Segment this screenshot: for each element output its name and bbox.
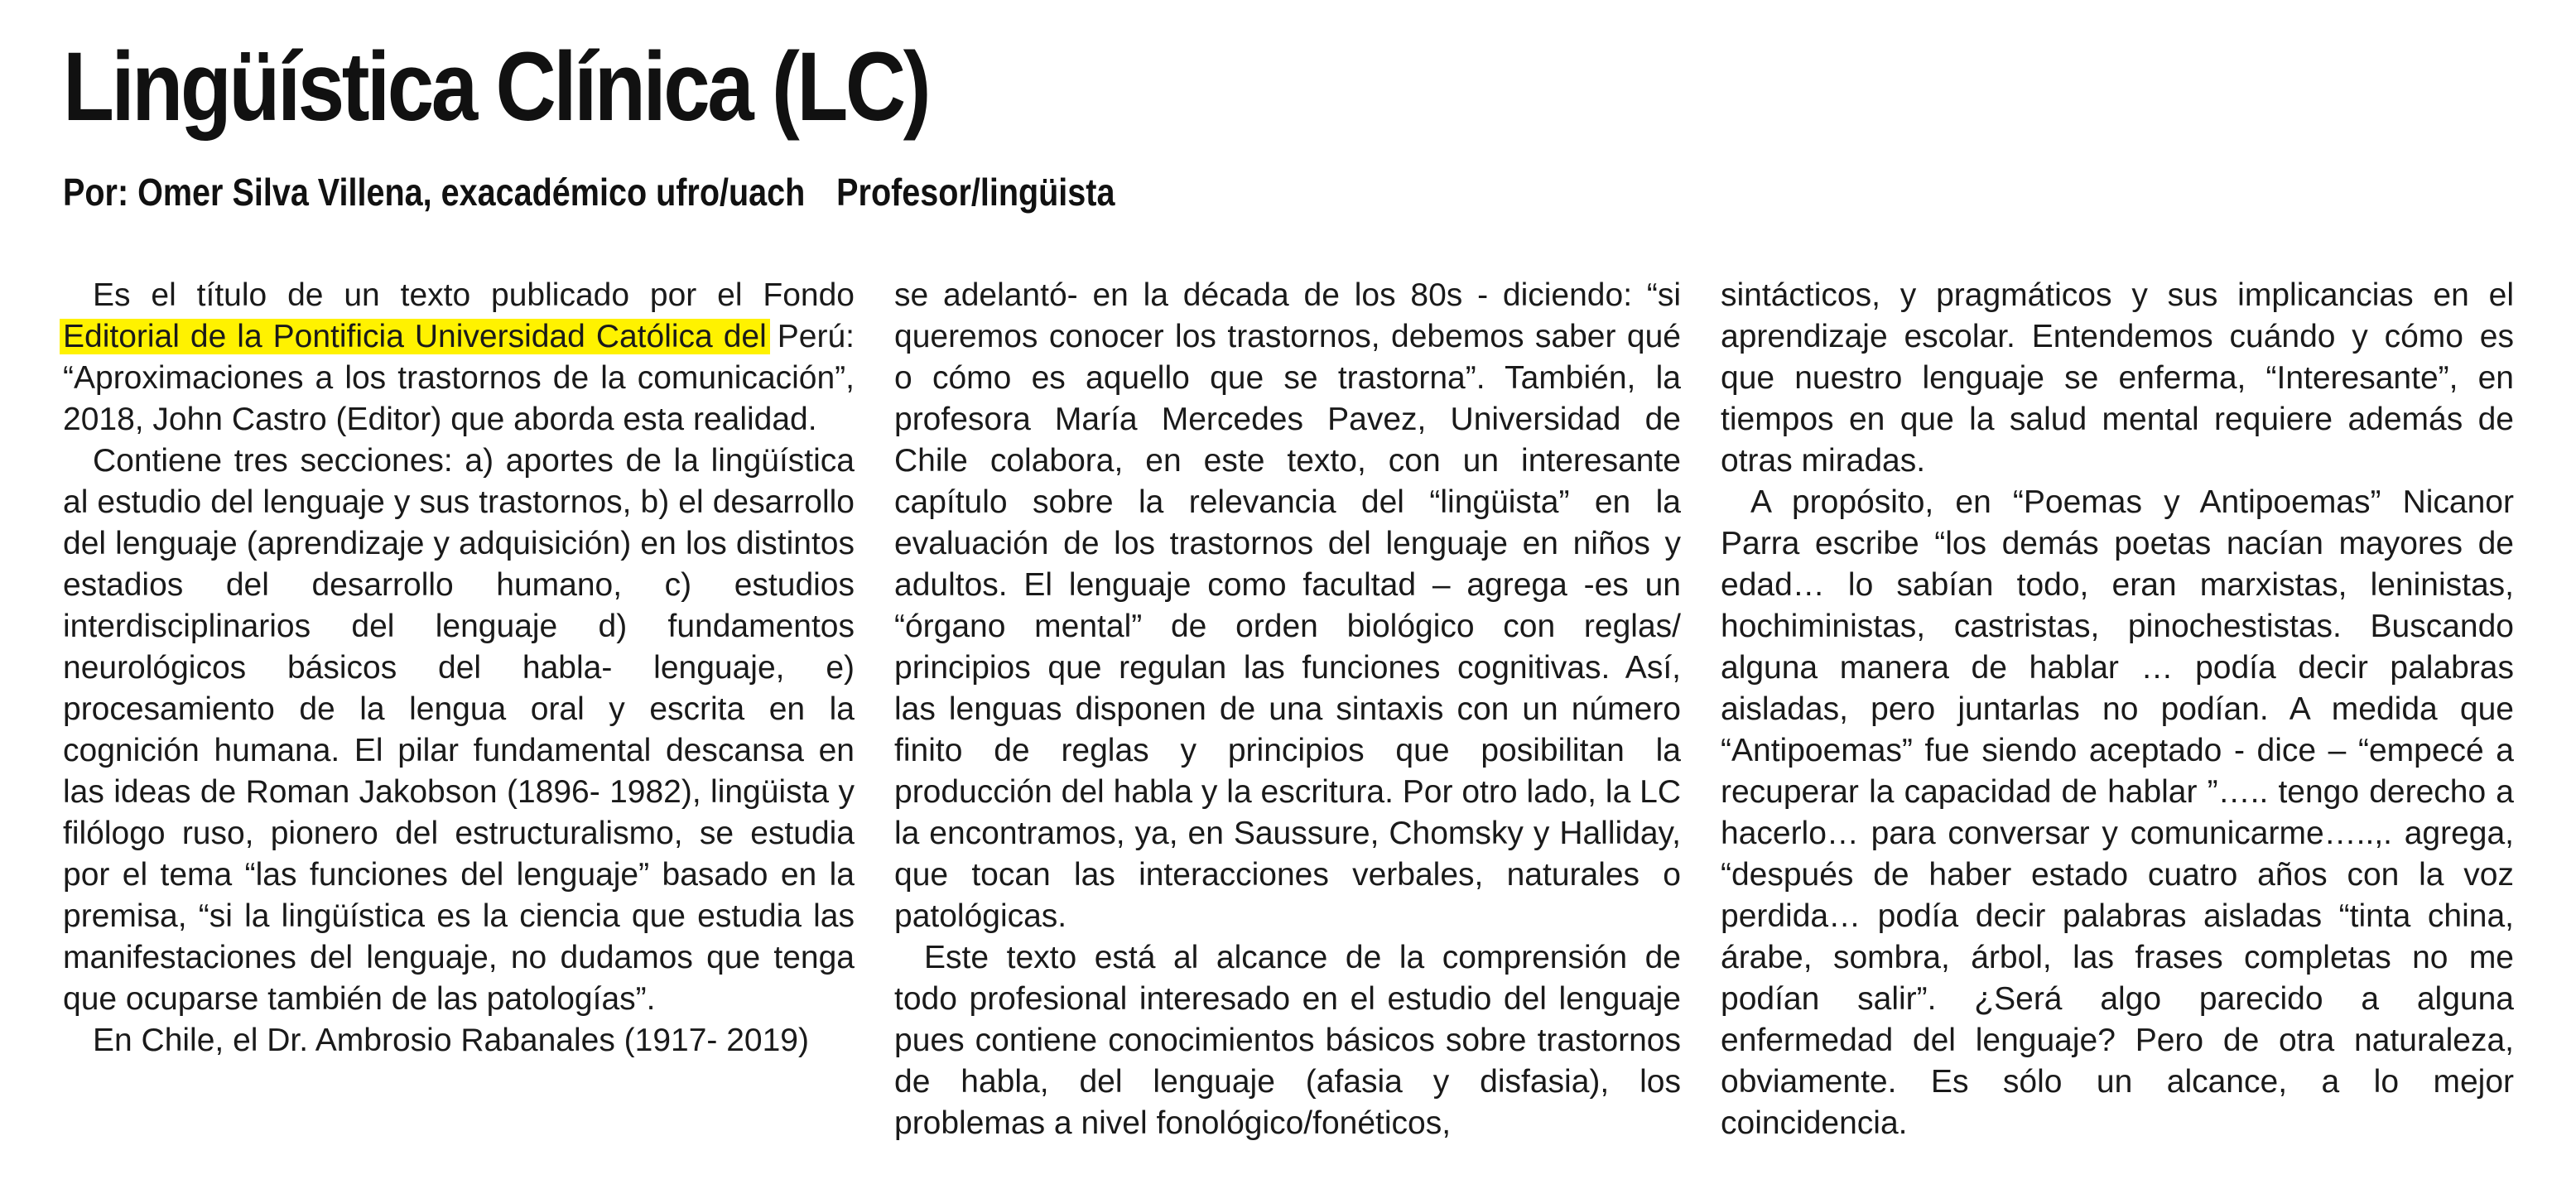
column-1-paragraph-3: En Chile, el Dr. Ambrosio Rabanales (1917- 2019) xyxy=(93,1023,809,1058)
byline xyxy=(63,166,1115,219)
paragraph-text: Perú: “Aproximaciones a los trastornos de la comunicación”, 2018, John Castro (Editor) que aborda esta realidad. xyxy=(63,319,855,437)
column-1-paragraph-2: Contiene tres secciones: a) aportes de la lingüística al estudio del lenguaje y sus trastornos, b) el desarrollo del lenguaje (aprendizaje y adquisición) en los distintos estadios del desarrollo humano, c) estudios interdisciplinarios del lenguaje d) fundamentos neurológicos básicos del habla- lenguaje, e) procesamiento de la lengua oral y escrita en la cognición humana. El pilar fundamental descansa en las ideas de Roman Jakobson (1896- 1982), lingüista y filólogo ruso, pionero del estructuralismo, se estudia por el tema “las funciones del lenguaje” basado en la premisa, “si la lingüística es la ciencia que estudia las manifestaciones del lenguaje, no dudamos que tenga que ocuparse también de las patologías”. xyxy=(63,443,855,1017)
article-column-1 xyxy=(63,275,855,1061)
column-2-paragraph-1: se adelantó- en la década de los 80s - diciendo: “si queremos conocer los trastornos, debemos saber qué o cómo es aquello que se trastorna”. También, la profesora María Mercedes Pavez, Universidad de Chile colabora, en este texto, con un interesante capítulo sobre la relevancia del “lingüista” en la evaluación de los trastornos del lenguaje en niños y adultos. El lenguaje como facultad – agrega -es un “órgano mental” de orden biológico con reglas/ principios que regulan las funciones cognitivas. Así, las lenguas disponen de una sintaxis con un número finito de reglas y principios que posibilitan la producción del habla y la escritura. Por otro lado, la LC la encontramos, ya, en Saussure, Chomsky y Halliday, que tocan las interacciones verbales, naturales o patológicas. xyxy=(894,277,1681,934)
column-3-paragraph-2: A propósito, en “Poemas y Antipoemas” Nicanor Parra escribe “los demás poetas nacían mayores de edad… lo sabían todo, eran marxistas, leninistas, hochiministas, castristas, pinochestistas. Buscando alguna manera de hablar … podía decir palabras aisladas, pero juntarlas no podían. A medida que “Antipoemas” fue siendo aceptado - dice – “empecé a recuperar la capacidad de hablar ”….. tengo derecho a hacerlo… para conversar y comunicarme…..,. agrega, “después de haber estado cuatro años con la voz perdida… podía decir palabras aisladas “tinta china, árabe, sombra, árbol, las frases completas no me podían salir”. ¿Será algo parecido a alguna enfermedad del lenguaje? Pero de otra naturaleza, obviamente. Es sólo un alcance, a lo mejor coincidencia. xyxy=(1721,484,2514,1141)
article-column-2 xyxy=(894,275,1681,1144)
byline-author: Por: Omer Silva Villena, exacadémico ufro/uach xyxy=(63,171,806,214)
highlighted-text: Editorial de la Pontificia Universidad Católica del xyxy=(60,319,770,354)
column-1-paragraph-1 xyxy=(63,275,855,440)
article-title: Lingüística Clínica (LC) xyxy=(63,32,929,142)
article-column-3 xyxy=(1721,275,2514,1144)
byline-role: Profesor/lingüista xyxy=(836,171,1115,214)
column-3-paragraph-1: sintácticos, y pragmáticos y sus implicancias en el aprendizaje escolar. Entendemos cuándo y cómo es que nuestro lenguaje se enferma, “Interesante”, en tiempos en que la salud mental requiere además de otras miradas. xyxy=(1721,277,2514,479)
column-2-paragraph-2: Este texto está al alcance de la comprensión de todo profesional interesado en el estudio del lenguaje pues contiene conocimientos básicos sobre trastornos de habla, del lenguaje (afasia y disfasia), los problemas a nivel fonológico/fonéticos, xyxy=(894,940,1681,1141)
paragraph-text: Es el título de un texto publicado por el Fondo xyxy=(93,277,855,313)
